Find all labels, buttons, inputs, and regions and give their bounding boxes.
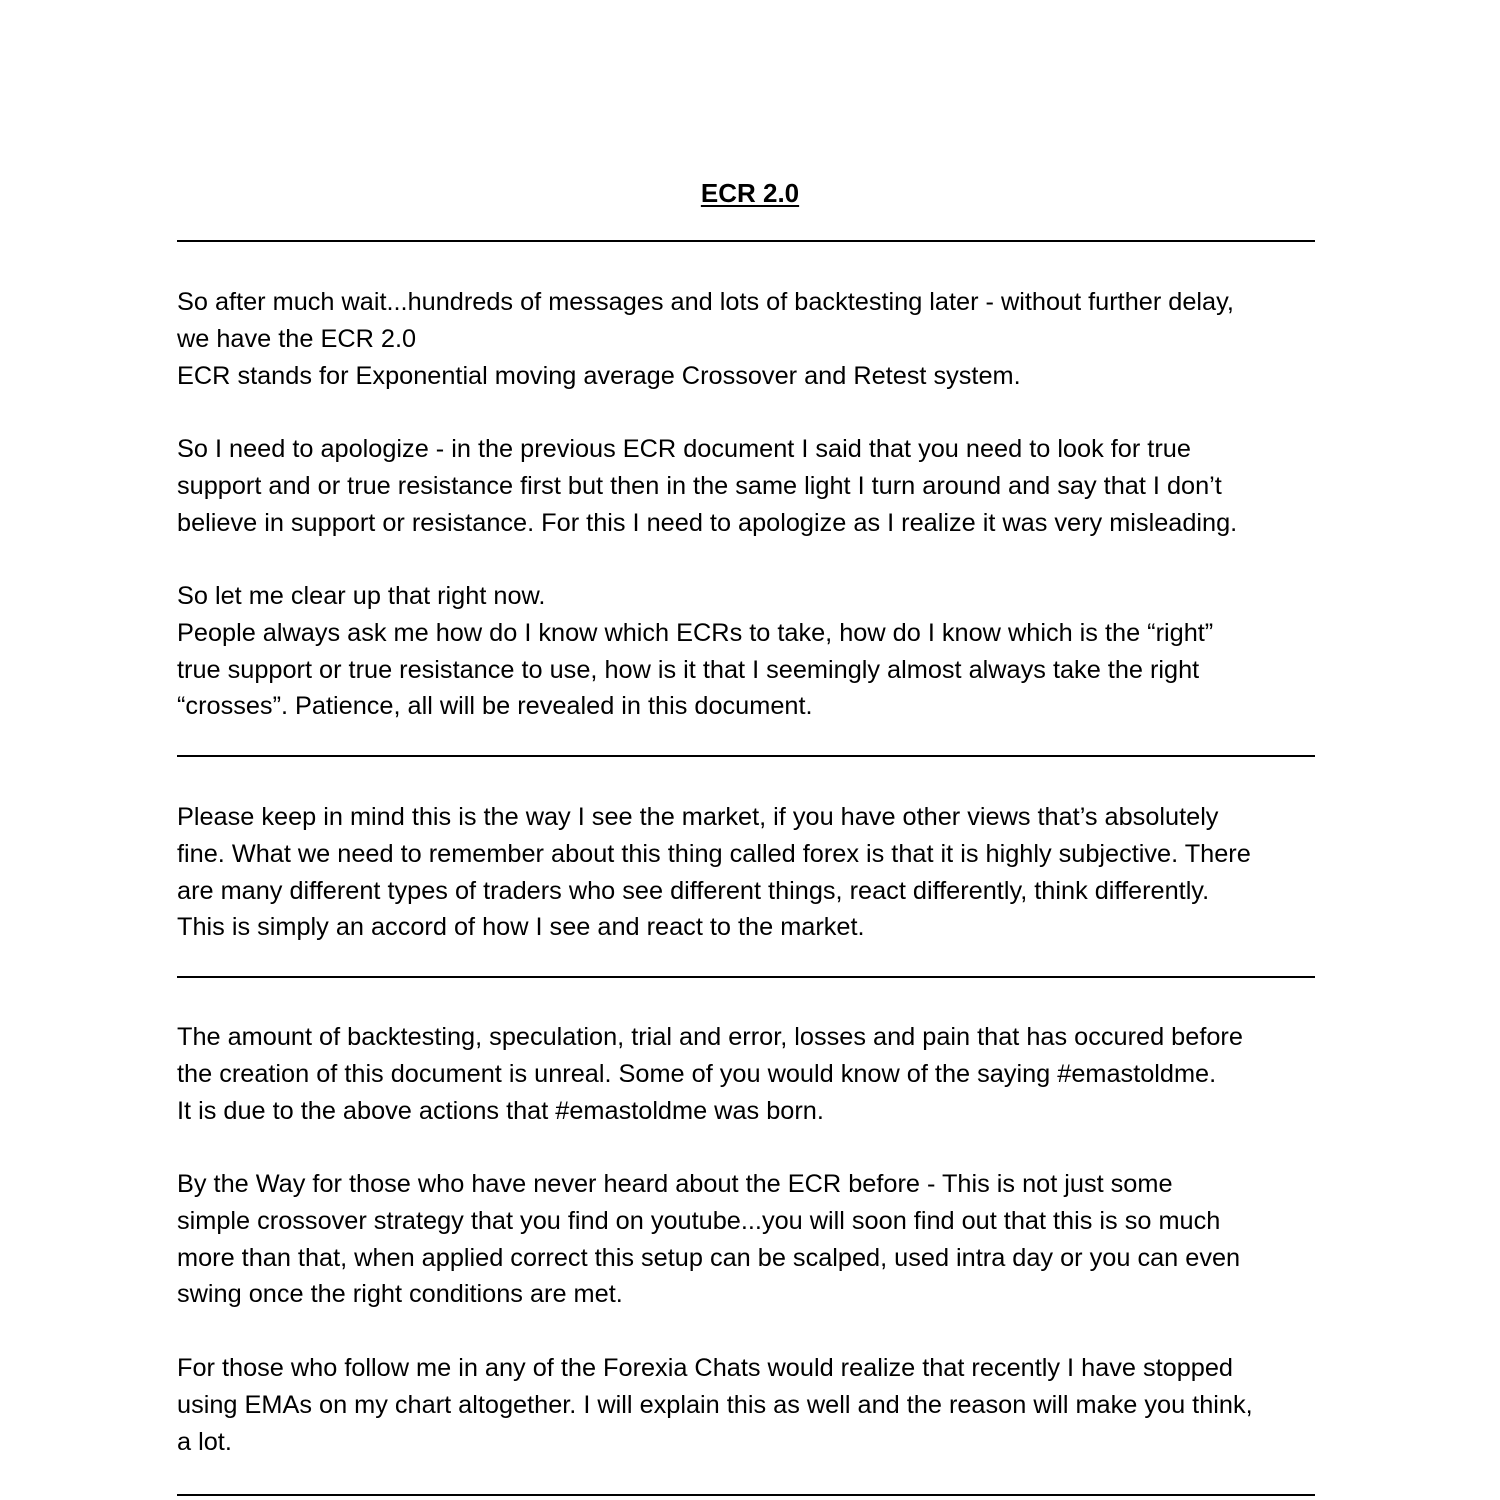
separator-line (177, 240, 1315, 242)
text-line: more than that, when applied correct this setup can be scalped, used intra day or you can even (177, 1243, 1241, 1272)
text-line: simple crossover strategy that you find on youtube...you will soon find out that this is so much (177, 1206, 1221, 1235)
text-line: So after much wait...hundreds of messages and lots of backtesting later - without further delay, (177, 288, 1234, 316)
paragraph-disclaimer (177, 799, 1337, 946)
text-line: swing once the right conditions are met. (177, 1280, 623, 1309)
text-line: People always ask me how do I know which ECRs to take, how do I know which is the “right” (177, 618, 1214, 647)
text-line: “crosses”. Patience, all will be revealed in this document. (177, 692, 813, 721)
text-line: ECR stands for Exponential moving average Crossover and Retest system. (177, 361, 1021, 390)
text-line: true support or true resistance to use, how is it that I seemingly almost always take the right (177, 655, 1200, 684)
paragraph-forexia-chats (177, 1350, 1337, 1460)
text-line: a lot. (177, 1427, 232, 1456)
paragraph-apology (177, 431, 1337, 541)
text-line: By the Way for those who have never heard about the ECR before - This is not just some (177, 1170, 1173, 1198)
separator-line (177, 1494, 1315, 1496)
paragraph-backtesting (177, 1019, 1337, 1129)
text-line: The amount of backtesting, speculation, trial and error, losses and pain that has occured before (177, 1023, 1243, 1051)
text-line: So I need to apologize - in the previous ECR document I said that you need to look for true (177, 435, 1191, 463)
text-line: the creation of this document is unreal. Some of you would know of the saying #emastoldme. (177, 1059, 1217, 1088)
text-line: are many different types of traders who see different things, react differently, think differently. (177, 876, 1210, 905)
text-line: So let me clear up that right now. (177, 582, 546, 610)
text-line: Please keep in mind this is the way I see the market, if you have other views that’s absolutely (177, 803, 1219, 831)
text-line: we have the ECR 2.0 (177, 324, 417, 353)
text-line: support and or true resistance first but then in the same light I turn around and say that I don’t (177, 471, 1222, 500)
separator-line (177, 976, 1315, 978)
text-line: fine. What we need to remember about this thing called forex is that it is highly subjective. There (177, 839, 1251, 868)
paragraph-clarification (177, 578, 1337, 725)
document-title: ECR 2.0 (700, 178, 800, 208)
text-line: believe in support or resistance. For this I need to apologize as I realize it was very misleading. (177, 508, 1238, 537)
paragraph-intro (177, 284, 1337, 394)
text-line: using EMAs on my chart altogether. I will explain this as well and the reason will make you think, (177, 1390, 1253, 1419)
paragraph-by-the-way (177, 1166, 1337, 1313)
text-line: This is simply an accord of how I see and react to the market. (177, 913, 865, 942)
text-line: It is due to the above actions that #emastoldme was born. (177, 1096, 824, 1125)
text-line: For those who follow me in any of the Forexia Chats would realize that recently I have stopped (177, 1354, 1233, 1382)
separator-line (177, 755, 1315, 757)
